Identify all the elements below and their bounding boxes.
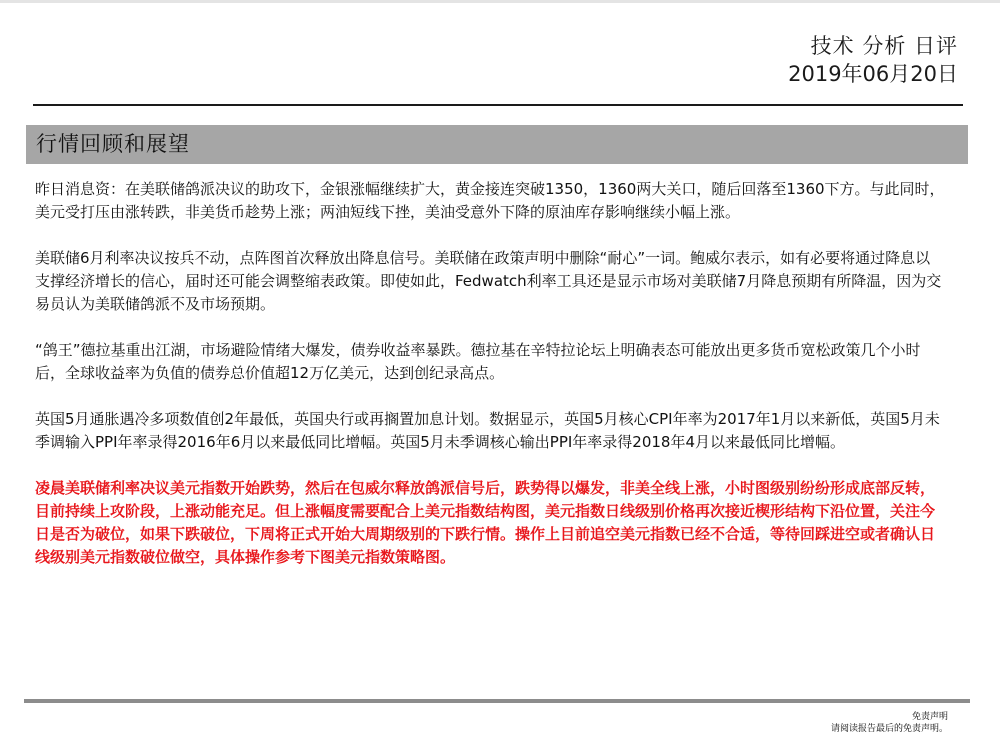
paragraph-uk-inflation: 英国5月通胀遇冷多项数值创2年最低，英国央行或再搁置加息计划。数据显示，英国5月核心CPI年率为2017年1月以来新低，英国5月未季调输入PPI年率录得2016年6月以来最低同比增幅。英国5月未季调核心输出PPI年率录得2018年4月以来最低同比增幅。 (35, 410, 940, 451)
section-header (26, 125, 968, 164)
header-divider (33, 104, 963, 106)
report-header (788, 32, 958, 88)
paragraph-draghi: “鸽王”德拉基重出江湖，市场避险情绪大爆发，债券收益率暴跌。德拉基在辛特拉论坛上明确表态可能放出更多货币宽松政策几个小时后，全球收益率为负值的债券总价值超12万亿美元，达到创纪录高点。 (35, 341, 921, 382)
disclaimer-note: 请阅读报告最后的免责声明。 (830, 724, 948, 734)
footer-divider (24, 699, 970, 703)
paragraph-fed-decision: 美联储6月利率决议按兵不动，点阵图首次释放出降息信号。美联储在政策声明中删除“耐心”一词。鲍威尔表示，如有必要将通过降息以支撑经济增长的信心，届时还可能会调整缩表政策。即使如此，Fedwatch利率工具还是显示市场对美联储7月降息预期有所降温，因为交易员认为美联储鸽派不及市场预期。 (35, 249, 942, 313)
footer (831, 711, 948, 735)
report-date: 2019年06月20日 (788, 62, 958, 86)
report-type: 技术 分析 日评 (810, 34, 958, 58)
paragraph-news: 昨日消息资：在美联储鸽派决议的助攻下，金银涨幅继续扩大，黄金接连突破1350，1360两大关口，随后回落至1360下方。与此同时，美元受打压由涨转跌，非美货币趁势上涨；两油短线下挫，美油受意外下降的原油库存影响继续小幅上涨。 (35, 180, 945, 221)
report-body (35, 178, 945, 592)
section-title: 行情回顾和展望 (36, 132, 190, 156)
disclaimer-title: 免责声明 (911, 712, 948, 722)
top-strip (0, 0, 1000, 3)
paragraph-usd-strategy: 凌晨美联储利率决议美元指数开始跌势，然后在包威尔释放鸽派信号后，跌势得以爆发，非美全线上涨，小时图级别纷纷形成底部反转，目前持续上攻阶段，上涨动能充足。但上涨幅度需要配合上美元指数结构图，美元指数日线级别价格再次接近楔形结构下沿位置，关注今日是否为破位，如果下跌破位，下周将正式开始大周期级别的下跌行情。操作上目前追空美元指数已经不合适，等待回踩进空或者确认日线级别美元指数破位做空，具体操作参考下图美元指数策略图。 (35, 479, 936, 566)
